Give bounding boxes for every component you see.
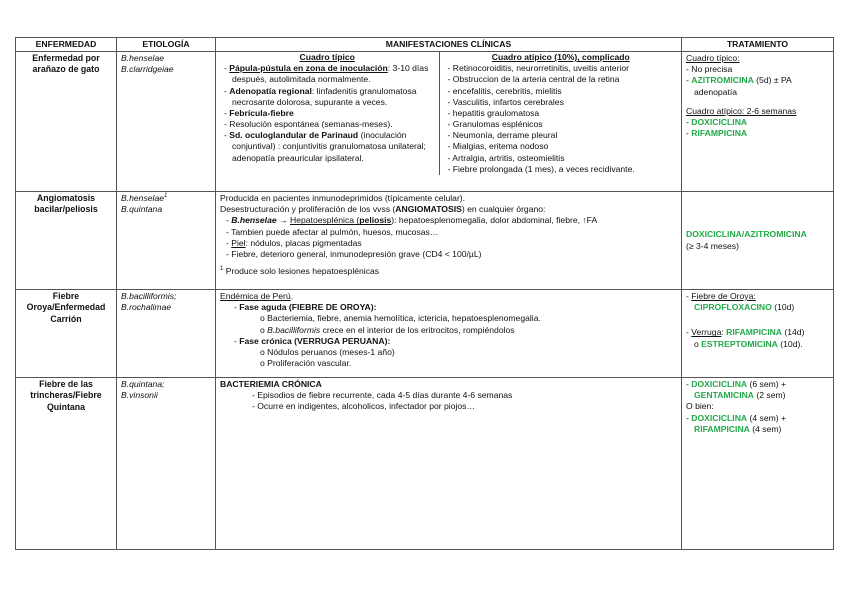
header-manifestations: MANIFESTACIONES CLÍNICAS (216, 38, 682, 52)
list-item: - Vasculitis, infartos cerebrales (442, 97, 681, 108)
list-item: - encefalitis, cerebritis, mielitis (442, 86, 681, 97)
disease-table (15, 37, 834, 550)
tx-option-1: - DOXICICLINA (6 sem) + (686, 379, 787, 389)
tx-or: O bien: (686, 401, 714, 412)
tx-verruga: - Verruga: RIFAMPICINA (14d) (686, 327, 805, 338)
etiology-item: B.quintana (121, 204, 163, 215)
list-item: - Fiebre prolongada (1 mes), a veces recidivante. (442, 164, 681, 175)
row-oroya (16, 290, 834, 378)
atypical-title: Cuadro atípico (10%), complicado (491, 52, 630, 62)
list-item: - Tambien puede afectar al pulmón, huesos, mucosas… (220, 227, 677, 238)
tx-oroya-drug: CIPROFLOXACINO (10d) (694, 302, 795, 313)
list-item: - Episodios de fiebre recurrente, cada 4-5 días durante 4-6 semanas (246, 390, 677, 401)
typical-list (218, 63, 437, 164)
tx-atypical-list (686, 117, 829, 139)
list-item: o B.bacilliformis crece en el interior de los eritrocitos, rompiéndolos (220, 325, 677, 336)
tx-oroya: - Fiebre de Oroya: (686, 291, 756, 301)
list-item: - Pápula-pústula en zona de inoculación: 3-10 días después, autolimitada normalmente. (218, 63, 437, 85)
header-treatment: TRATAMIENTO (682, 38, 834, 52)
header-etiology: ETIOLOGÍA (117, 38, 216, 52)
treatment-trench (682, 378, 834, 550)
text-line: Producida en pacientes inmunodeprimidos (típicamente celular). (220, 193, 466, 203)
list-item: - Obstruccion de la arteria central de la retina (442, 74, 681, 85)
list-item: - Febrícula-fiebre (218, 108, 437, 119)
manifestations-cat-scratch (216, 52, 682, 192)
disease-oroya: Fiebre Oroya/Enfermedad Carrión (16, 290, 117, 378)
list-item: - Fiebre, deterioro general, inmunodepresión grave (CD4 < 100/µL) (220, 249, 677, 260)
etiology-item: B.henselae (121, 53, 165, 63)
trench-title: BACTERIEMIA CRÓNICA (220, 379, 322, 389)
list-item: - Resolución espontánea (semanas-meses). (218, 119, 437, 130)
tx-option-1b: GENTAMICINA (2 sem) (694, 390, 786, 401)
list-item: - Granulomas esplénicos (442, 119, 681, 130)
phase-acute-list (220, 313, 677, 335)
list-item: - No precisa (686, 64, 829, 75)
typical-title: Cuadro típico (299, 52, 355, 62)
etiology-trench (117, 378, 216, 550)
header-disease: ENFERMEDAD (16, 38, 117, 52)
atypical-column (439, 52, 682, 175)
etiology-item: B.quintana; (121, 379, 165, 389)
tx-typical-list (686, 64, 829, 98)
disease-cat-scratch: Enfermedad por arañazo de gato (16, 52, 117, 192)
list-item: - Retinocoroiditis, neurorretinitis, uveitis anterior (442, 63, 681, 74)
phase-chronic-list (220, 347, 677, 369)
etiology-item: B.bacilliformis; (121, 291, 177, 301)
list-item: - B.henselae → Hepatoesplénica (peliosis): hepatoesplenomegalia, dolor abdominal, fiebre, ↑FA (220, 215, 677, 226)
atypical-list (442, 63, 681, 175)
typical-column (216, 52, 439, 175)
text-line: Desestructuración y proliferación de los vvss (ANGIOMATOSIS) en cualquier órgano: (220, 204, 546, 215)
list-item: - Sd. oculoglandular de Parinaud (inoculación conjuntival) : conjuntivitis granulomatosa unilateral; adenopatía preauricular ipsilateral. (218, 130, 437, 164)
row-angiomatosis (16, 192, 834, 290)
tx-verruga-alt: o ESTREPTOMICINA (10d). (694, 338, 803, 349)
list-item: o Nódulos peruanos (meses-1 año) (220, 347, 677, 358)
manifestations-split (216, 52, 682, 175)
treatment-oroya (682, 290, 834, 378)
row-trench (16, 378, 834, 550)
list-item: - AZITROMICINA (5d) ± PA adenopatía (686, 75, 829, 97)
list-item: - Ocurre en indigentes, alcoholicos, infectador por piojos… (246, 401, 677, 412)
phase-chronic: - Fase crónica (VERRUGA PERUANA): (234, 335, 391, 346)
etiology-oroya (117, 290, 216, 378)
etiology-angiomatosis (117, 192, 216, 290)
list-item: - Adenopatía regional: linfadenitis granulomatosa necrosante dolorosa, supurante a veces. (218, 86, 437, 108)
list-item: - Neumonía, derrame pleural (442, 130, 681, 141)
disease-trench: Fiebre de las trincheras/Fiebre Quintana (16, 378, 117, 550)
etiology-cat-scratch (117, 52, 216, 192)
list-item: - DOXICICLINA (686, 117, 829, 128)
manifestations-angiomatosis (216, 192, 682, 290)
list-item: - Mialgias, eritema nodoso (442, 141, 681, 152)
list-item: - Artralgia, artritis, osteomielitis (442, 153, 681, 164)
disease-angiomatosis: Angiomatosis bacilar/peliosis (16, 192, 117, 290)
tx-drug: DOXICICLINA/AZITROMICINA (686, 229, 807, 240)
etiology-item: B.vinsonii (121, 390, 158, 401)
manifestations-trench (216, 378, 682, 550)
tx-duration: (≥ 3-4 meses) (686, 240, 739, 251)
treatment-angiomatosis (682, 192, 834, 290)
tx-option-2b: RIFAMPICINA (4 sem) (694, 423, 782, 434)
trench-list (220, 390, 677, 412)
header-row (16, 38, 834, 52)
angiomatosis-list (220, 215, 677, 260)
row-cat-scratch (16, 52, 834, 192)
list-item: o Bacteriemia, fiebre, anemia hemolítica, ictericia, hepatoesplenomegalia. (220, 313, 677, 324)
treatment-cat-scratch (682, 52, 834, 192)
phase-acute: - Fase aguda (FIEBRE DE OROYA): (234, 302, 377, 313)
tx-typical-title: Cuadro típico: (686, 53, 740, 63)
etiology-item: B.henselae$^1$ (121, 193, 168, 203)
list-item: - RIFAMPICINA (686, 128, 829, 139)
endemic-line: Endémica de Perú. (220, 291, 294, 301)
list-item: - hepatitis graulomatosa (442, 108, 681, 119)
etiology-item: B.clarridgeiae (121, 64, 174, 75)
list-item: - Piel: nódulos, placas pigmentadas (220, 238, 677, 249)
etiology-item: B.rochalimae (121, 302, 172, 313)
tx-atypical-title: Cuadro atípico: 2-6 semanas (686, 105, 797, 116)
manifestations-oroya (216, 290, 682, 378)
footnote: $^1$ Produce solo lesiones hepatoesplénicas (220, 266, 380, 277)
tx-option-2: - DOXICICLINA (4 sem) + (686, 412, 787, 423)
list-item: o Proliferación vascular. (220, 358, 677, 369)
